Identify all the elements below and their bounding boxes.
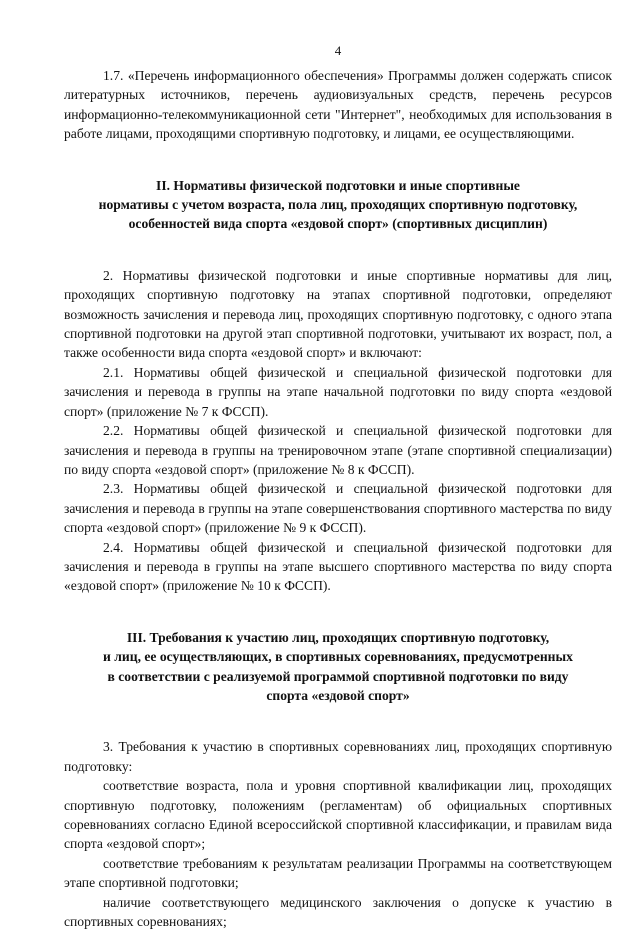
document-page <box>64 0 612 930</box>
section-3-heading-line: в соответствии с реализуемой программой спортивной подготовки по виду <box>107 668 569 684</box>
section-3-heading-line: и лиц, ее осуществляющих, в спортивных соревнованиях, предусмотренных <box>103 649 573 665</box>
paragraph-2-3: 2.3. Нормативы общей физической и специальной физической подготовки для зачисления и перевода в группы на этапе совершенствования спортивного мастерства по виду спорта «ездовой спорт» (приложение № 9 к ФССП). <box>64 481 612 536</box>
paragraph-2: 2. Нормативы физической подготовки и иные спортивные нормативы для лиц, проходящих спортивную подготовку на этапах спортивной подготовки, определяют возможность зачисления и перевода лиц, проходящих спортивную подготовку, с одного этапа спортивной подготовки на другой этап спортивной подготовки, учитывают их возраст, пол, а также особенности вида спорта «ездовой спорт» и включают: <box>64 267 612 361</box>
page-number: 4 <box>334 43 342 58</box>
paragraph-3: 3. Требования к участию в спортивных соревнованиях лиц, проходящих спортивную подготовку: <box>64 739 612 774</box>
document-body <box>64 66 612 931</box>
section-2-heading-line: нормативы с учетом возраста, пола лиц, проходящих спортивную подготовку, <box>98 197 578 213</box>
section-3-heading <box>64 628 612 706</box>
section-3-heading-line: III. Требования к участию лиц, проходящих спортивную подготовку, <box>126 629 550 645</box>
paragraph-2-1: 2.1. Нормативы общей физической и специальной физической подготовки для зачисления и перевода в группы на этапе начальной подготовки по виду спорта «ездовой спорт» (приложение № 7 к ФССП). <box>64 364 612 419</box>
section-2-heading-line: особенностей вида спорта «ездовой спорт» (спортивных дисциплин) <box>128 216 548 232</box>
paragraph-3-item-1: соответствие возраста, пола и уровня спортивной квалификации лиц, проходящих спортивную подготовку, положениям (регламентам) об официальных спортивных соревнованиях согласно Единой всероссийской спортивной классификации, и правилам вида спорта «ездовой спорт»; <box>64 778 612 852</box>
section-2-heading-line: II. Нормативы физической подготовки и иные спортивные <box>156 177 520 193</box>
section-3-heading-line: спорта «ездовой спорт» <box>266 687 410 703</box>
paragraph-1-7: 1.7. «Перечень информационного обеспечения» Программы должен содержать список литературных источников, перечень аудиовизуальных средств, перечень ресурсов информационно-телекоммуникационной сети "Интернет", необходимых для использования в работе лицами, проходящими спортивную подготовку, и лицами, ее осуществляющими. <box>64 68 612 142</box>
paragraph-2-2: 2.2. Нормативы общей физической и специальной физической подготовки для зачисления и перевода в группы на тренировочном этапе (этапе спортивной специализации) по виду спорта «ездовой спорт» (приложение № 8 к ФССП). <box>64 423 612 477</box>
paragraph-2-4: 2.4. Нормативы общей физической и специальной физической подготовки для зачисления и перевода в группы на этапе высшего спортивного мастерства по виду спорта «ездовой спорт» (приложение № 10 к ФССП). <box>64 539 612 594</box>
section-2-heading <box>64 176 612 234</box>
paragraph-3-item-3: наличие соответствующего медицинского заключения о допуске к участию в спортивных соревнованиях; <box>64 894 612 930</box>
paragraph-3-item-2: соответствие требованиям к результатам реализации Программы на соответствующем этапе спортивной подготовки; <box>64 855 612 891</box>
